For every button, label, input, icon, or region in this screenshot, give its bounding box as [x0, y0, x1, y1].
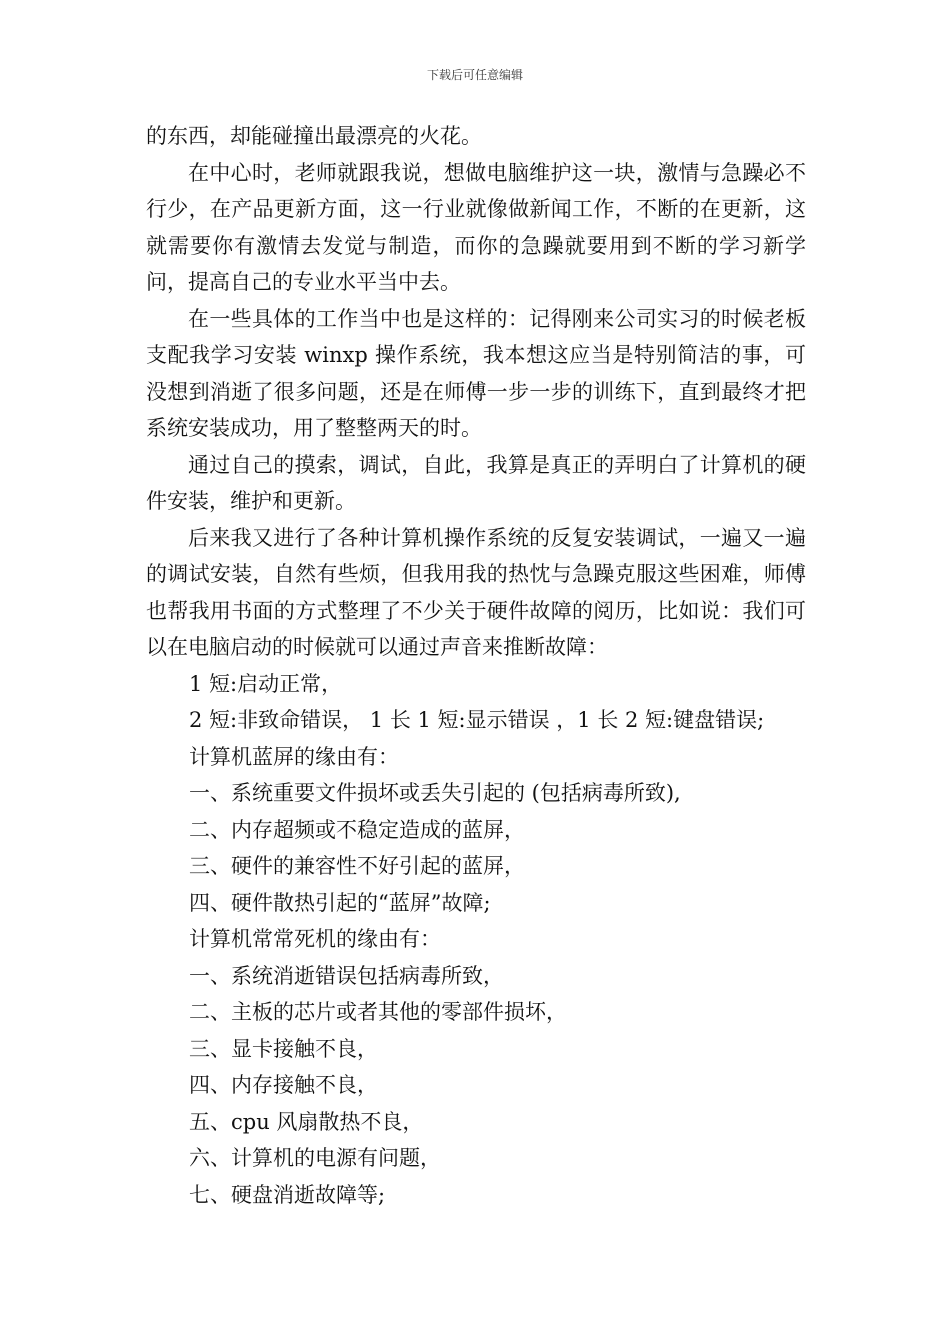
list-item: 一、系统重要文件损坏或丢失引起的 (包括病毒所致),: [189, 781, 681, 805]
paragraph: 在中心时，老师就跟我说，想做电脑维护这一块，激情与急躁必不行少，在产品更新方面，这一行业就像做新闻工作，不断的在更新，这就需要你有激情去发觉与制造，而你的急躁就要用到不断的学习新学问，提高自己的专业水平当中去。: [146, 160, 806, 294]
list-item: 一、系统消逝错误包括病毒所致，: [189, 963, 504, 988]
document-body: [146, 118, 806, 1213]
list-item: 二、内存超频或不稳定造成的蓝屏，: [189, 817, 525, 842]
paragraph: 的东西，却能碰撞出最漂亮的火花。: [146, 124, 482, 148]
list-item: 2 短:非致命错误， 1 长 1 短:显示错误 ，1 长 2 短:键盘错误;: [189, 708, 765, 732]
list-item: 二、主板的芯片或者其他的零部件损坏，: [189, 1000, 567, 1024]
section-heading: 计算机常常死机的缘由有：: [189, 927, 441, 951]
list-item: 1 短:启动正常，: [189, 671, 343, 696]
page-header: 下载后可任意编辑: [426, 68, 523, 82]
list-item: 三、显卡接触不良，: [189, 1036, 378, 1061]
list-item: 三、硬件的兼容性不好引起的蓝屏，: [189, 854, 525, 878]
paragraph: 在一些具体的工作当中也是这样的：记得刚来公司实习的时候老板支配我学习安装 winxp 操作系统，我本想这应当是特别简洁的事，可没想到消逝了很多问题，还是在师傅一步一步的训练下，直到最终才把系统安装成功，用了整整两天的时。: [146, 306, 806, 440]
list-item: 六、计算机的电源有问题，: [189, 1146, 441, 1170]
list-item: 四、硬件散热引起的“蓝屏”故障;: [189, 890, 491, 915]
paragraph: 通过自己的摸索，调试，自此，我算是真正的弄明白了计算机的硬件安装，维护和更新。: [146, 452, 806, 513]
list-item: 五、cpu 风扇散热不良，: [189, 1109, 424, 1134]
list-item: 七、硬盘消逝故障等;: [189, 1182, 386, 1207]
paragraph: 后来我又进行了各种计算机操作系统的反复安装调试，一遍又一遍的调试安装，自然有些烦，但我用我的热忱与急躁克服这些困难，师傅也帮我用书面的方式整理了不少关于硬件故障的阅历，比如说：我们可以在电脑启动的时候就可以通过声音来推断故障：: [146, 525, 806, 659]
list-item: 四、内存接触不良，: [189, 1073, 378, 1097]
section-heading: 计算机蓝屏的缘由有：: [189, 744, 399, 769]
